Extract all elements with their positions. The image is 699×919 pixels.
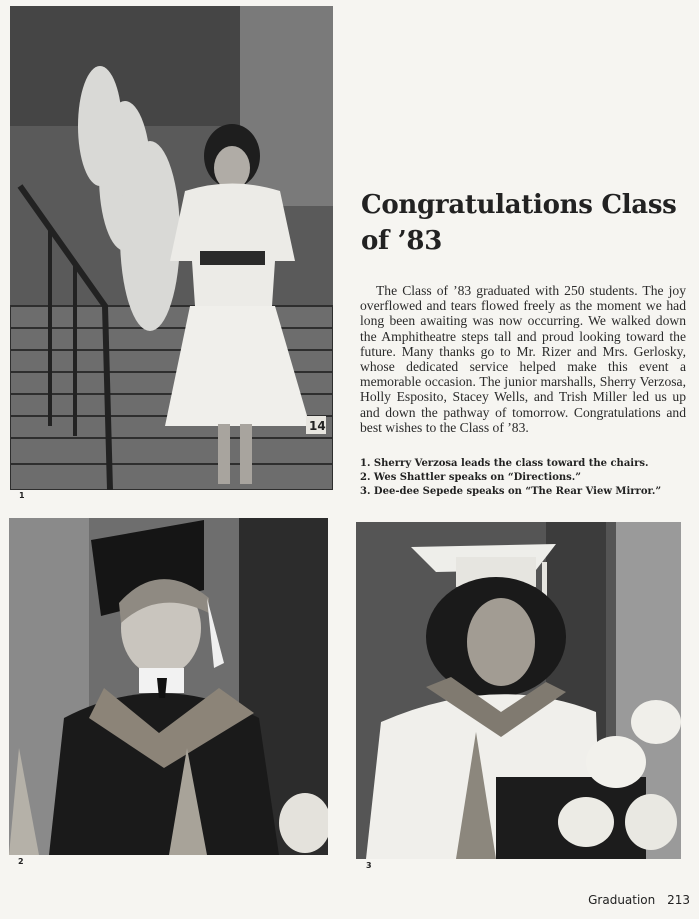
page-footer: [588, 893, 690, 907]
step-number-tag: 14: [309, 419, 326, 433]
photo-number-1: 1: [19, 491, 25, 500]
section-name: Graduation: [588, 893, 656, 907]
photo-number-2: 2: [18, 857, 24, 866]
speaker-deedee-image: [356, 522, 681, 859]
photo-speaker-deedee: [356, 522, 681, 859]
article-body: The Class of ’83 graduated with 250 students. The joy overflowed and tears flowed freely as the moment we had long been awaiting was now occurring. We walked down the Amphitheatre steps tall and proud looking toward the future. Many thanks go to Mr. Rizer and Mrs. Gerlosky, whose dedicated service helped make this event a memorable occasion. The junior marshalls, Sherry Verzosa, Holly Esposito, Stacey Wells, and Trish Miller led us up and down the pathway of tomorrow. Congratulations and best wishes to the Class of ’83.: [360, 283, 686, 435]
caption-3: 3. Dee-dee Sepede speaks on “The Rear View Mirror.”: [360, 486, 662, 497]
speaker-wes-image: [9, 518, 328, 855]
article-headline: Congratulations Class of ’83: [361, 190, 677, 256]
photo-number-3: 3: [366, 861, 372, 870]
procession-image: [10, 6, 333, 490]
photo-speaker-wes: [9, 518, 328, 855]
page-number: 213: [667, 893, 690, 907]
photo-captions: [360, 457, 690, 499]
caption-1: 1. Sherry Verzosa leads the class toward the chairs.: [360, 458, 649, 469]
photo-procession: [10, 6, 333, 490]
caption-2: 2. Wes Shattler speaks on “Directions.”: [360, 472, 582, 483]
